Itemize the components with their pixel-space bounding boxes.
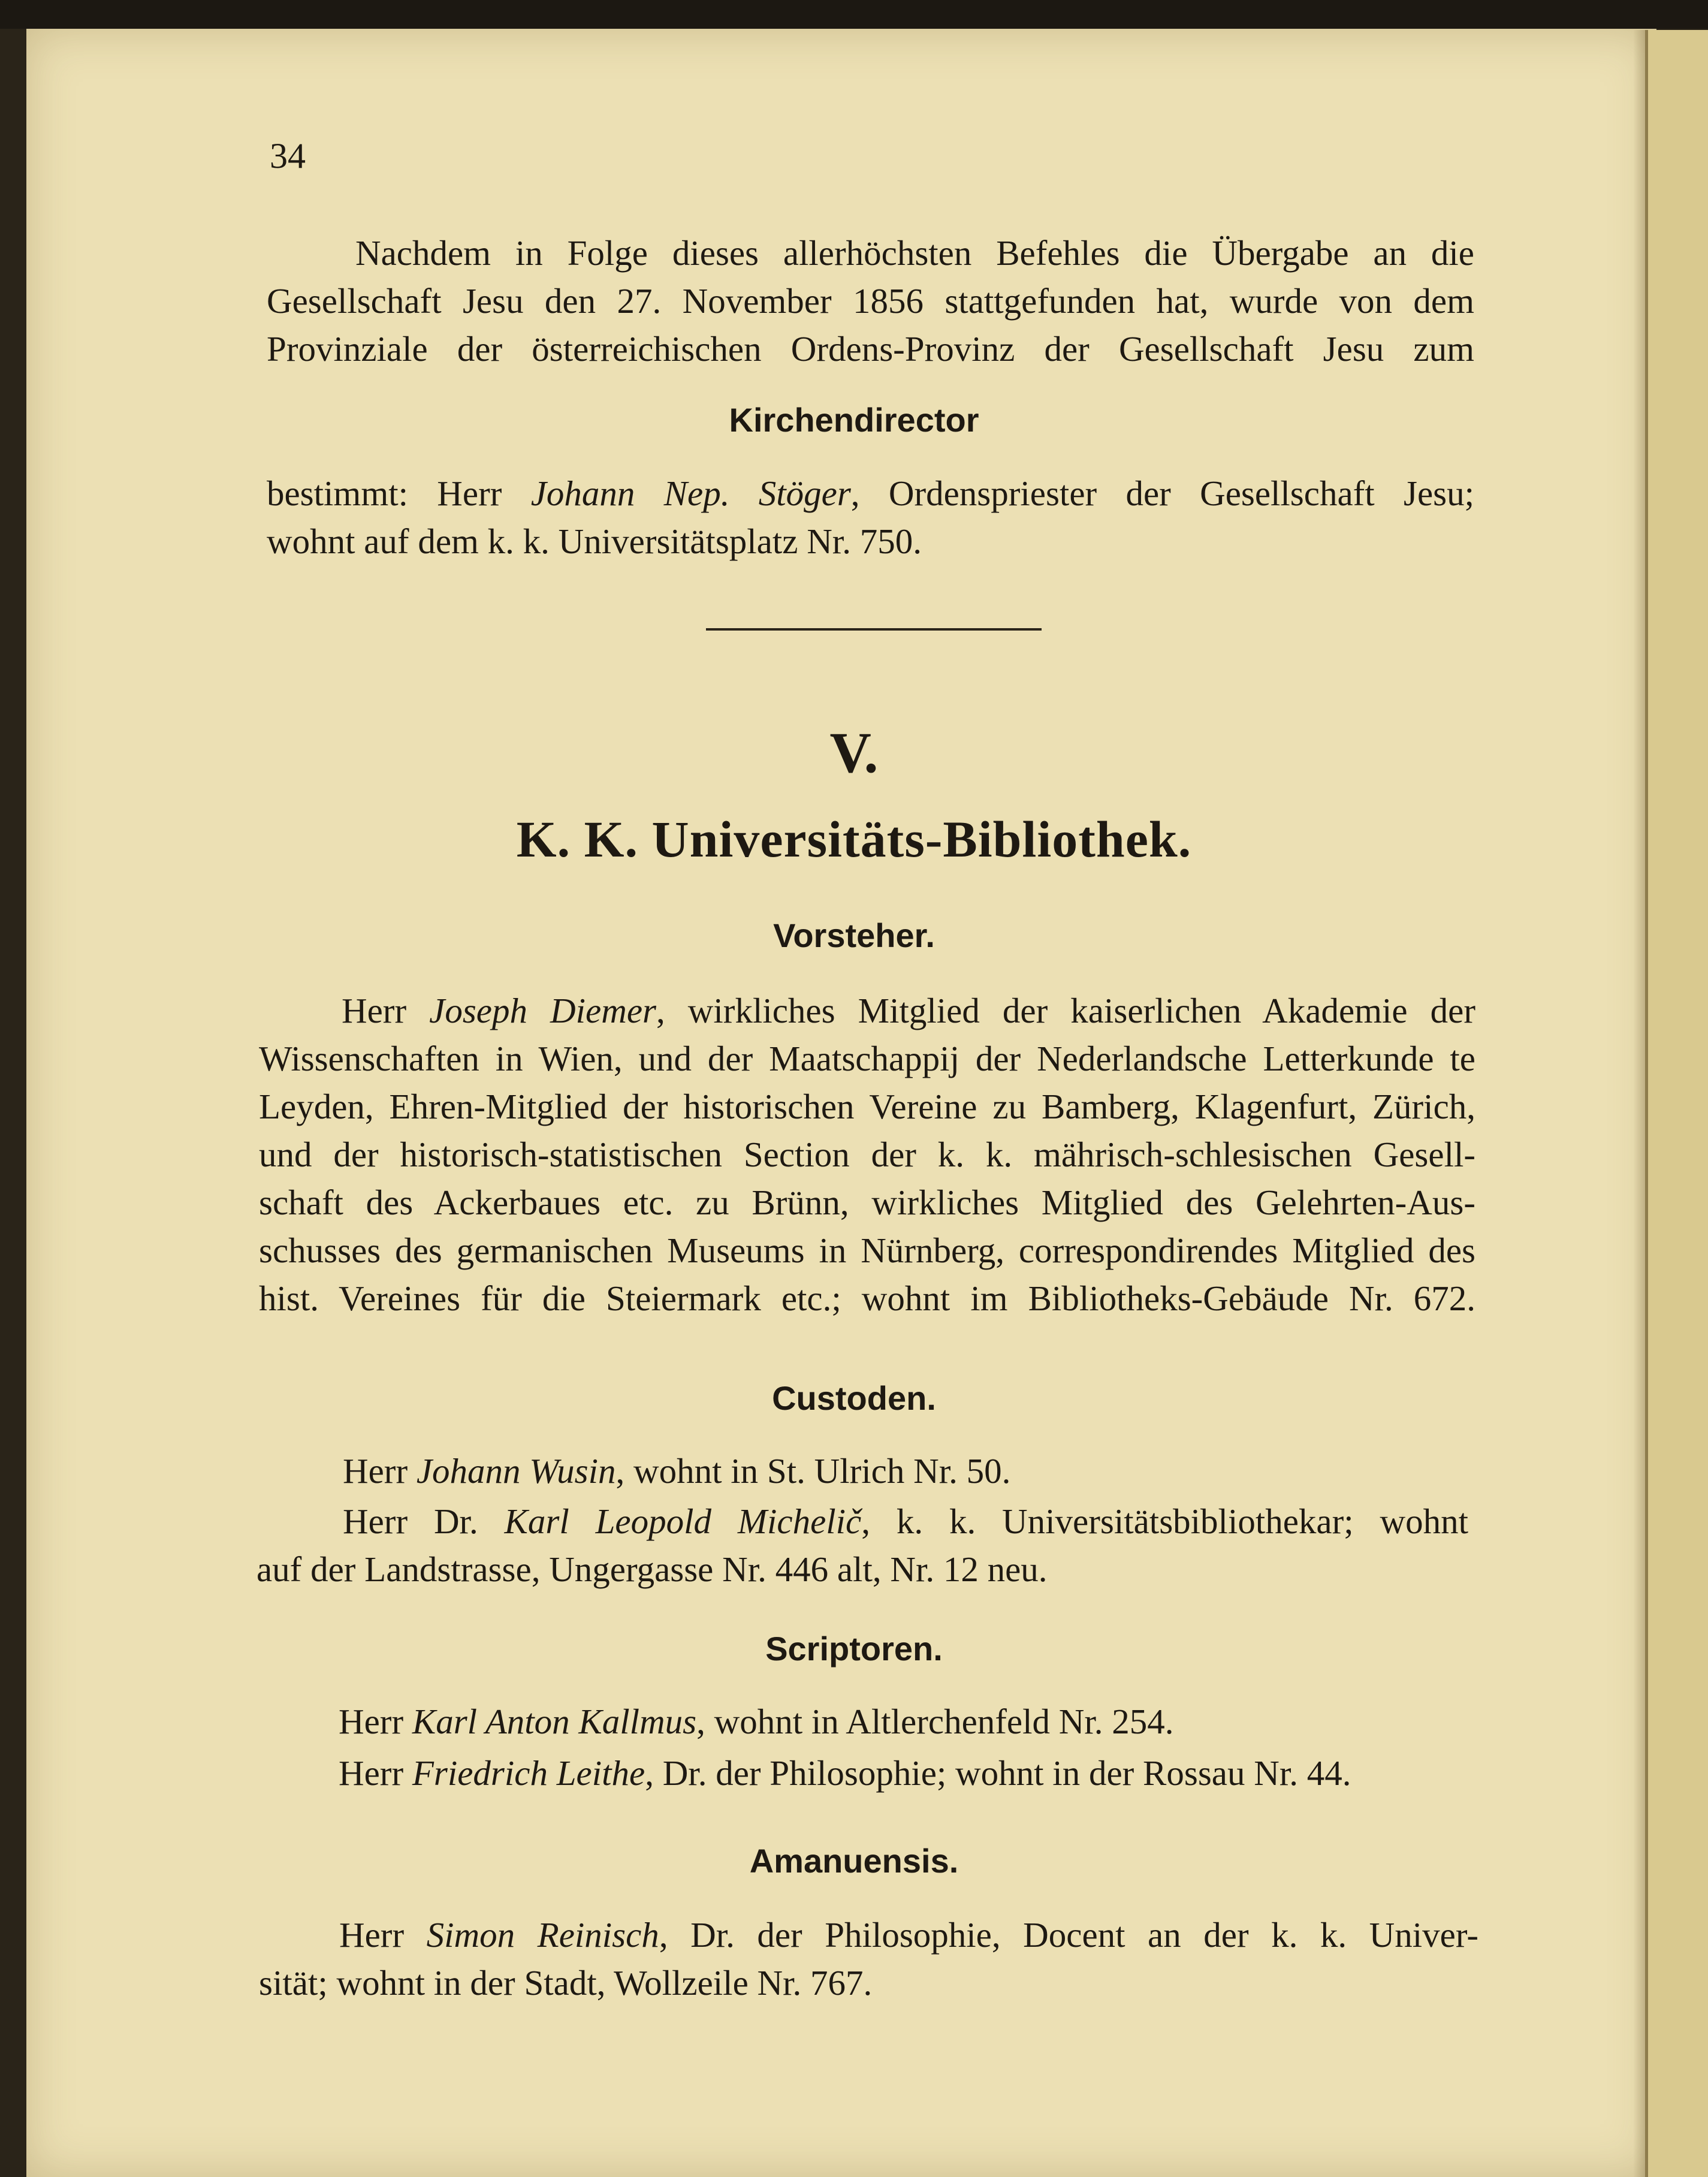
custoden-entry: [256, 1497, 1468, 1593]
vorsteher-prefix: Herr: [342, 991, 430, 1030]
heading-amanuensis: Amanuensis.: [749, 1842, 959, 1880]
entry-name: Johann Wusin: [416, 1451, 616, 1491]
vorsteher-line: hist. Vereines für die Steiermark etc.; wohnt im Bibliotheks-Gebäude Nr. 672.: [259, 1279, 1475, 1318]
vorsteher-line: schusses des germanischen Museums in Nürnberg, correspondirendes Mitglied des: [259, 1231, 1475, 1270]
section-numeral: V.: [829, 720, 879, 785]
amanuensis-entry: [259, 1911, 1478, 2007]
vorsteher-name: Joseph Diemer: [429, 991, 656, 1030]
amanuensis-line: [259, 1911, 1478, 1959]
section-title: K. K. Universitäts-Bibliothek.: [516, 810, 1192, 868]
kirchendirector-name: Johann Nep. Stöger: [530, 474, 851, 513]
intro-line: Provinziale der österreichischen Ordens-Provinz der Gesellschaft Jesu zum: [267, 329, 1474, 369]
kirchendirector-line: [267, 469, 1474, 517]
vorsteher-line: schaft des Ackerbaues etc. zu Brünn, wirkliches Mitglied des Gelehrten-Aus-: [259, 1183, 1475, 1222]
custoden-line: auf der Landstrasse, Ungergasse Nr. 446 alt, Nr. 12 neu.: [256, 1549, 1048, 1589]
entry-name: Friedrich Leithe: [412, 1753, 645, 1793]
intro-line: Nachdem in Folge dieses allerhöchsten Befehles die Übergabe an die: [355, 233, 1474, 273]
scan-background-top: [0, 0, 1708, 29]
entry-suffix: , wohnt in Altlerchenfeld Nr. 254.: [696, 1702, 1174, 1741]
entry-suffix: , Dr. der Philosophie, Docent an der k. k. Univer-: [659, 1915, 1478, 1955]
entry-suffix: , k. k. Universitätsbibliothekar; wohnt: [861, 1501, 1468, 1541]
entry-prefix: Herr: [343, 1451, 417, 1491]
page-number: 34: [270, 136, 306, 176]
heading-custoden: Custoden.: [772, 1379, 936, 1417]
entry-prefix: Herr: [339, 1702, 412, 1741]
entry-name: Simon Reinisch: [426, 1915, 659, 1955]
scriptoren-entry: [339, 1697, 1173, 1745]
heading-kirchendirector: Kirchendirector: [729, 401, 979, 439]
scriptoren-entry: [339, 1749, 1351, 1797]
entry-prefix: Herr: [339, 1915, 427, 1955]
vorsteher-suffix: , wirkliches Mitglied der kaiserlichen Akademie der: [656, 991, 1475, 1030]
entry-prefix: Herr Dr.: [343, 1501, 505, 1541]
entry-name: Karl Anton Kallmus: [412, 1702, 697, 1741]
kirchendirector-suffix: , Ordenspriester der Gesellschaft Jesu;: [850, 474, 1474, 513]
vorsteher-line: Leyden, Ehren-Mitglied der historischen Vereine zu Bamberg, Klagenfurt, Zürich,: [259, 1087, 1475, 1126]
heading-vorsteher: Vorsteher.: [773, 916, 935, 954]
custoden-line: [256, 1497, 1468, 1545]
section-divider-rule: [706, 628, 1042, 631]
vorsteher-line: Wissenschaften in Wien, und der Maatschappij der Nederlandsche Letterkunde te: [259, 1039, 1475, 1078]
kirchendirector-paragraph: [267, 469, 1474, 565]
vorsteher-line: [259, 987, 1475, 1035]
custoden-entry: [343, 1447, 1010, 1495]
kirchendirector-prefix: bestimmt: Herr: [267, 474, 531, 513]
entry-suffix: , wohnt in St. Ulrich Nr. 50.: [615, 1451, 1011, 1491]
entry-name: Karl Leopold Michelič: [504, 1501, 862, 1541]
vorsteher-line: und der historisch-statistischen Section der k. k. mährisch-schlesischen Gesell-: [259, 1135, 1475, 1174]
vorsteher-paragraph: [259, 987, 1475, 1322]
kirchendirector-address: wohnt auf dem k. k. Universitätsplatz Nr. 750.: [267, 521, 922, 561]
amanuensis-line: sität; wohnt in der Stadt, Wollzeile Nr. 767.: [259, 1963, 873, 2003]
entry-suffix: , Dr. der Philosophie; wohnt in der Rossau Nr. 44.: [645, 1753, 1351, 1793]
intro-line: Gesellschaft Jesu den 27. November 1856 stattgefunden hat, wurde von dem: [267, 281, 1474, 321]
entry-prefix: Herr: [339, 1753, 412, 1793]
heading-scriptoren: Scriptoren.: [765, 1630, 943, 1668]
intro-paragraph: [267, 229, 1474, 373]
